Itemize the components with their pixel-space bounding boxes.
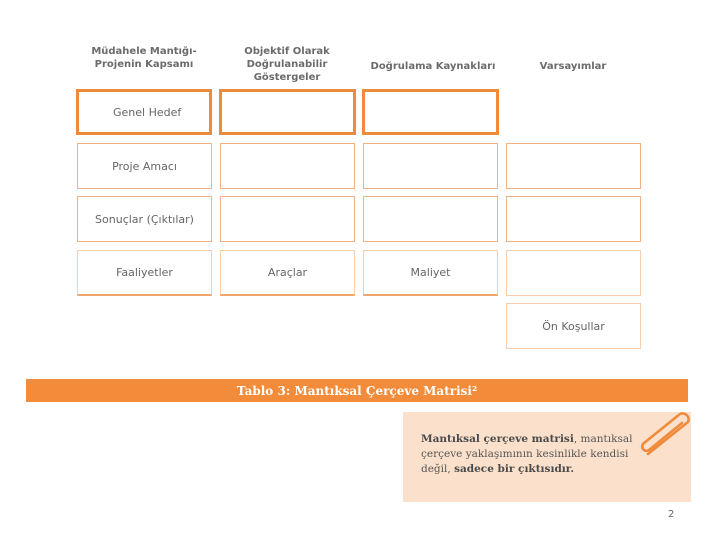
header-line: Doğrulama Kaynakları	[370, 61, 496, 72]
cell-project-purpose	[77, 143, 212, 189]
cell-general-goal-sources	[362, 89, 499, 135]
header-line: Müdahele Mantığı-	[91, 46, 197, 57]
cell-results-sources	[363, 196, 498, 242]
cell-general-goal	[76, 89, 212, 135]
paperclip-icon	[636, 410, 698, 462]
note-text	[421, 432, 641, 477]
header-line: Varsayımlar	[539, 61, 607, 72]
note-emphasis: sadece bir çıktısıdır.	[454, 463, 574, 475]
cell-activities-assumptions	[506, 250, 641, 296]
cell-results-indicators	[220, 196, 355, 242]
table-caption-bar	[26, 379, 688, 402]
header-line: Projenin Kapsamı	[94, 59, 194, 70]
cell-project-purpose-indicators	[220, 143, 355, 189]
cell-label: Faaliyetler	[116, 266, 173, 279]
cell-project-purpose-sources	[363, 143, 498, 189]
cell-preconditions	[506, 303, 641, 349]
header-line: Objektif Olarak	[244, 46, 330, 57]
cell-label: Araçlar	[267, 266, 308, 279]
header-assumptions	[505, 60, 641, 73]
cell-general-goal-indicators	[219, 89, 356, 135]
cell-label: Genel Hedef	[113, 105, 182, 119]
cell-activities	[77, 250, 212, 296]
cell-label: Sonuçlar (Çıktılar)	[95, 212, 194, 226]
cell-means	[220, 250, 355, 296]
header-intervention-logic	[76, 45, 212, 71]
cell-results-assumptions	[506, 196, 641, 242]
cell-label: Maliyet	[410, 266, 451, 279]
table-caption: Tablo 3: Mantıksal Çerçeve Matrisi²	[236, 383, 478, 398]
page-number: 2	[668, 509, 675, 520]
header-verification-sources	[362, 60, 504, 73]
cell-cost	[363, 250, 498, 296]
header-indicators	[212, 45, 362, 84]
cell-label: Ön Koşullar	[542, 319, 605, 333]
header-line: Doğrulanabilir Göstergeler	[246, 59, 328, 83]
note-term: Mantıksal çerçeve matrisi	[421, 433, 574, 445]
cell-label: Proje Amacı	[112, 159, 177, 173]
cell-project-purpose-assumptions	[506, 143, 641, 189]
cell-results	[77, 196, 212, 242]
note-middle: , mantıksal çerçeve yaklaşımının kesinlikle kendisi değil,	[421, 433, 633, 475]
